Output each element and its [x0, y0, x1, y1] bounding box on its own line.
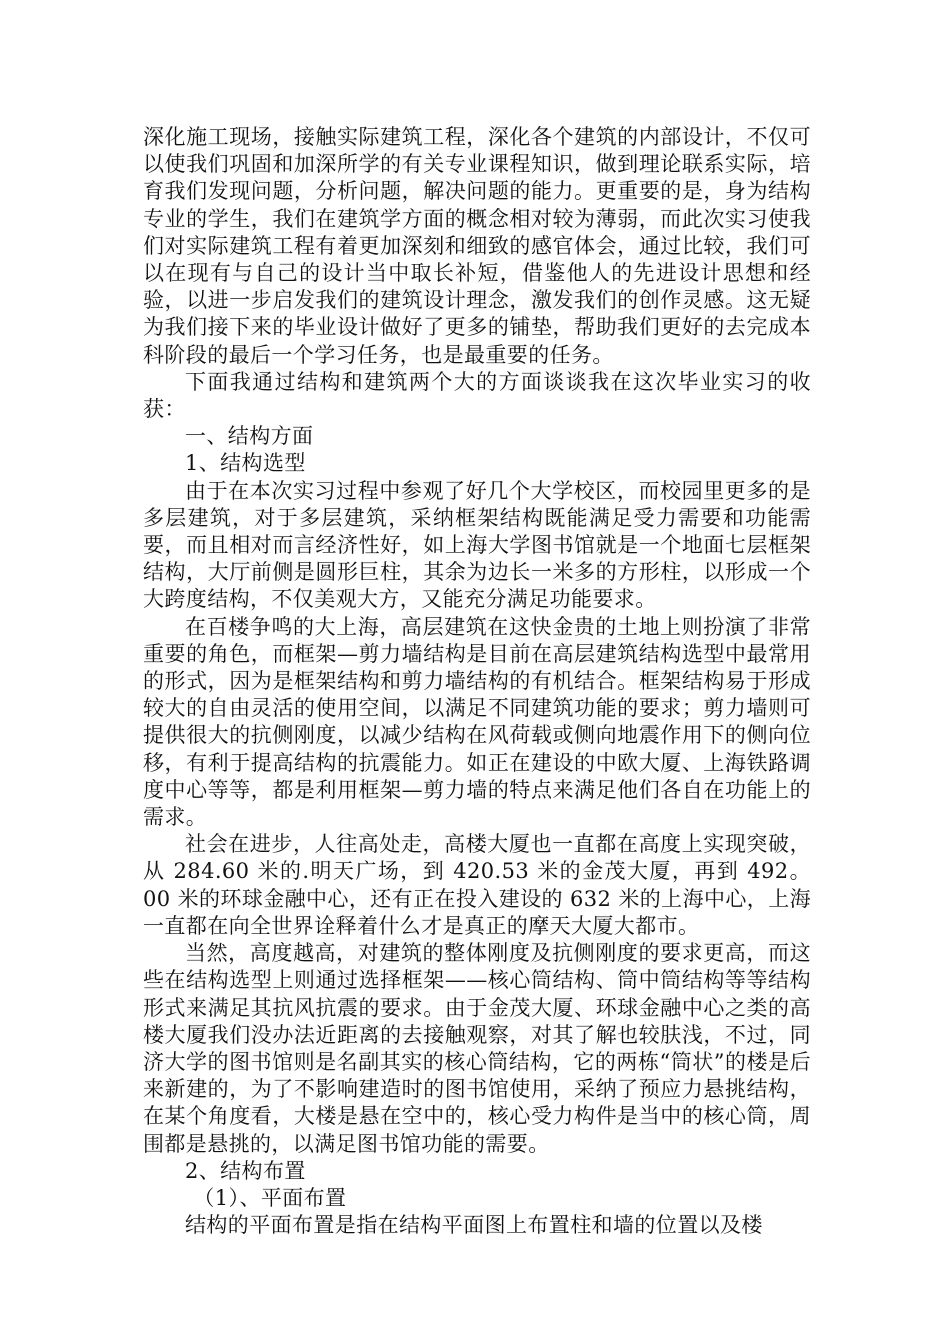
paragraph-skyscrapers: 社会在进步，人往高处走，高楼大厦也一直都在高度上实现突破，从 284.60 米的.明天广场，到 420.53 米的金茂大厦，再到 492。00 米的环球金融中心，还有正在投入建设的 632 米的上海中心，上海一直都在向全世界诠释着什么才是真正的摩天大厦大都市。: [143, 832, 811, 938]
paragraph-overview: 下面我通过结构和建筑两个大的方面谈谈我在这次毕业实习的收获：: [143, 369, 811, 422]
subsection-heading-structural-selection: 1、结构选型: [185, 451, 306, 476]
paragraph-plan-layout: 结构的平面布置是指在结构平面图上布置柱和墙的位置以及楼: [185, 1213, 763, 1238]
subsection-heading-structural-layout: 2、结构布置: [185, 1158, 306, 1183]
document-body: [143, 124, 811, 1239]
paragraph-core-tube: 当然，高度越高，对建筑的整体刚度及抗侧刚度的要求更高，而这些在结构选型上则通过选择框架——核心筒结构、筒中筒结构等等结构形式来满足其抗风抗震的要求。由于金茂大厦、环球金融中心之类的高楼大厦我们没办法近距离的去接触观察，对其了解也较肤浅，不过，同济大学的图书馆则是名副其实的核心筒结构，它的两栋“筒状”的楼是后来新建的，为了不影响建造时的图书馆使用，采纳了预应力悬挑结构，在某个角度看，大楼是悬在空中的，核心受力构件是当中的核心筒，周围都是悬挑的，以满足图书馆功能的需要。: [143, 941, 811, 1156]
paragraph-frame-shear-wall: 在百楼争鸣的大上海，高层建筑在这快金贵的土地上则扮演了非常重要的角色，而框架—剪力墙结构是目前在高层建筑结构选型中最常用的形式，因为是框架结构和剪力墙结构的有机结合。框架结构易于形成较大的自由灵活的使用空间，以满足不同建筑功能的要求；剪力墙则可提供很大的抗侧刚度，以减少结构在风荷载或侧向地震作用下的侧向位移，有利于提高结构的抗震能力。如正在建设的中欧大厦、上海铁路调度中心等等，都是利用框架—剪力墙的特点来满足他们各自在功能上的需求。: [143, 614, 811, 830]
paragraph-intro-continuation: 深化施工现场，接触实际建筑工程，深化各个建筑的内部设计，不仅可以使我们巩固和加深所学的有关专业课程知识，做到理论联系实际，培育我们发现问题，分析问题，解决问题的能力。更重要的是，身为结构专业的学生，我们在建筑学方面的概念相对较为薄弱，而此次实习使我们对实际建筑工程有着更加深刻和细致的感官体会，通过比较，我们可以在现有与自己的设计当中取长补短，借鉴他人的先进设计思想和经验，以进一步启发我们的建筑设计理念，激发我们的创作灵感。这无疑为我们接下来的毕业设计做好了更多的铺垫，帮助我们更好的去完成本科阶段的最后一个学习任务，也是最重要的任务。: [143, 125, 811, 367]
subsection-heading-plan-layout: （1）、平面布置: [193, 1185, 347, 1210]
section-heading-structure: 一、结构方面: [185, 424, 314, 449]
paragraph-multistory-buildings: 由于在本次实习过程中参观了好几个大学校区，而校园里更多的是多层建筑，对于多层建筑，采纳框架结构既能满足受力需要和功能需要，而且相对而言经济性好，如上海大学图书馆就是一个地面七层框架结构，大厅前侧是圆形巨柱，其余为边长一米多的方形柱，以形成一个大跨度结构，不仅美观大方，又能充分满足功能要求。: [143, 478, 811, 612]
